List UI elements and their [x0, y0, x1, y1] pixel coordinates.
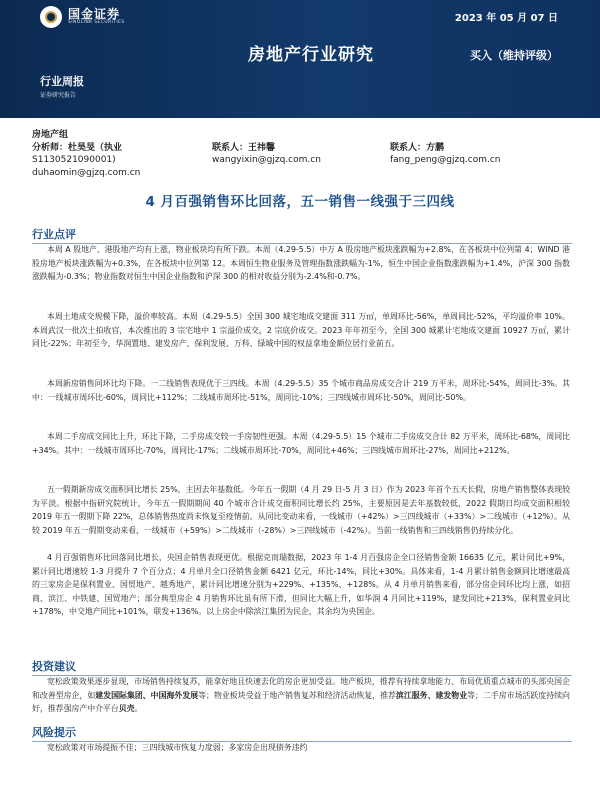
paragraph-new-home: 本周新房销售同环比均下降。一二线销售表现优于三四线。本周（4.29-5.5）35 个城市商品房成交合计 219 万平米，周环比-54%，周同比-3%。其中：一线城市周环比-60%，周同比+112%；二线城市周环比-51%，周同比-10%；三四线城市周环比-50%，周同比-50%。 [32, 379, 570, 402]
report-headline: 4 月百强销售环比回落，五一销售一线强于三四线 [145, 194, 455, 210]
analyst-email[interactable]: duhaomin@gjzq.com.cn [32, 167, 141, 178]
paragraph-advice: 宽松政策效果逐步显现，市场销售持续复苏，能拿好地且快速去化的房企更加受益。地产板块，推荐有持续拿地能力、布局优质重点城市的头部央国企和改善型房企，如建发国际集团、中国海外发展等；物业板块受益于地产销售复苏和经济活动恢复，推荐滨江服务、建发物业等；二手房市场活跃度持续向好，推荐强房产中介平台贝壳。 [32, 677, 570, 714]
rating-label: 买入（维持评级） [470, 49, 558, 62]
analyst-cert: S1130521090001) [32, 155, 116, 165]
logo-english: SINOLINK SECURITIES [68, 19, 125, 25]
logo-emblem-icon [40, 6, 62, 28]
recommended-property-mgmt: 滨江服务、建发物业 [395, 690, 468, 700]
paragraph-second-hand: 本周二手房成交同比上升，环比下降，二手房成交较一手房韧性更强。本周（4.29-5.5）15 个城市二手房成交合计 82 万平米，周环比-68%，周同比+34%。其中：一线城市周环比-70%，周同比-17%；二线城市周环比-70%，周同比+46%；三四线城市周环比-27%，周同比+212%。 [32, 432, 570, 455]
logo-name: 国金证券 [68, 7, 121, 22]
report-header [0, 0, 600, 118]
contact2-name: 联系人：方鹏 [390, 142, 445, 153]
paragraph-top100: 4 月百强销售环比回落同比增长，央国企销售表现更优。根据克而瑞数据，2023 年 1-4 月百强房企全口径销售金额 16635 亿元，累计同比+9%，累计同比增速较 1-3 月提升 7 个百分点；4 月单月全口径销售金额 6421 亿元，环比-14%，同比+30%。具体来看，1-4 月累计销售金额同比增速最高的三家房企是保利置业、国贸地产、越秀地产，累计同比增速分别为+229%、+135%、+128%。从 4 月单月销售来看，部分房企同环比均上涨，如招商、滨江、中铁建、国贸地产；部分典型房企 4 月销售环比虽有所下滑，但同比大幅上升，如华润 4 月同比+119%，建发同比+213%，保利置业同比+178%，中交地产同比+101%，联发+136%。以上房企中除滨江集团为民企，其余均为央国企。 [32, 553, 570, 617]
contact1-name: 联系人：王祎馨 [212, 142, 276, 153]
analyst-label: 分析师：杜昊旻（执业 [32, 142, 123, 153]
report-type: 行业周报 [40, 75, 84, 88]
contact1-email[interactable]: wangyixin@gjzq.com.cn [212, 155, 321, 165]
contact2-email[interactable]: fang_peng@gjzq.com.cn [390, 155, 501, 165]
section-advice-title: 投资建议 [32, 658, 572, 676]
paragraph-market: 本周 A 股地产、港股地产均有上涨，物业板块均有所下跌。本周（4.29-5.5）中万 A 股房地产板块涨跌幅为+2.8%，在各板块中位列第 4；WIND 港股房地产板块涨跌幅为+0.3%，在各板块中位列第 12。本周恒生物业服务及管理指数涨跌幅为-1%，恒生中国企业指数涨跌幅为+1.4%，沪深 300 指数涨跌幅为-0.3%；物业指数对恒生中国企业指数和沪深 300 的相对收益分别为-2.4%和-0.7%。 [32, 245, 570, 282]
company-logo [40, 6, 125, 28]
section-risk-title: 风险提示 [32, 724, 572, 742]
paragraph-may-day: 五一假期新房成交面积同比增长 25%，主因去年基数低。今年五一假期（4 月 29 日-5 月 3 日）作为 2023 年首个五天长假，房地产销售整体表现较为平淡。根据中指研究院统计，今年五一假期期间 40 个城市合计成交面积同比增长约 25%，主要原因是去年基数较低，2022 假期日均成交面积相较 2019 年五一假期下降 22%，总体销售热度尚未恢复至疫情前。从同比变动来看，一线城市（+42%）>三四线城市（+33%）>二线城市（+12%）。从较 2019 年五一假期变动来看，一线城市（+59%）>二线城市（-28%）>三四线城市（-42%）。当前一线销售和三四线销售仍持续分化。 [32, 485, 570, 535]
team-name: 房地产组 [32, 130, 69, 140]
report-title: 房地产行业研究 [248, 45, 374, 65]
analyst-team [32, 129, 572, 179]
recommended-agency: 贝壳 [118, 704, 135, 714]
report-subtitle: 证券研究报告 [40, 92, 77, 99]
section-summary-title: 行业点评 [32, 226, 572, 244]
paragraph-risk: 宽松政策对市场提振不佳；三四线城市恢复力度弱；多家房企出现债务违约 [47, 743, 308, 752]
recommended-developers: 建发国际集团、中国海外发展 [95, 690, 199, 700]
paragraph-land: 本周土地成交规模下降，溢价率较高。本周（4.29-5.5）全国 300 城宅地成交建面 311 万㎡，单周环比-56%，单周同比-52%，平均溢价率 10%。本周武汉一批次土拍收官，本次推出的 3 宗宅地中 1 宗溢价成交，2 宗底价成交。2023 年年初至今，全国 300 城累计宅地成交建面 10927 万㎡，累计同比-22%；年初至今，华润置地、建发房产、保利发展、万科、绿城中国的权益拿地金额位居行业前五。 [32, 312, 570, 349]
report-date: 2023 年 05 月 07 日 [454, 13, 558, 24]
